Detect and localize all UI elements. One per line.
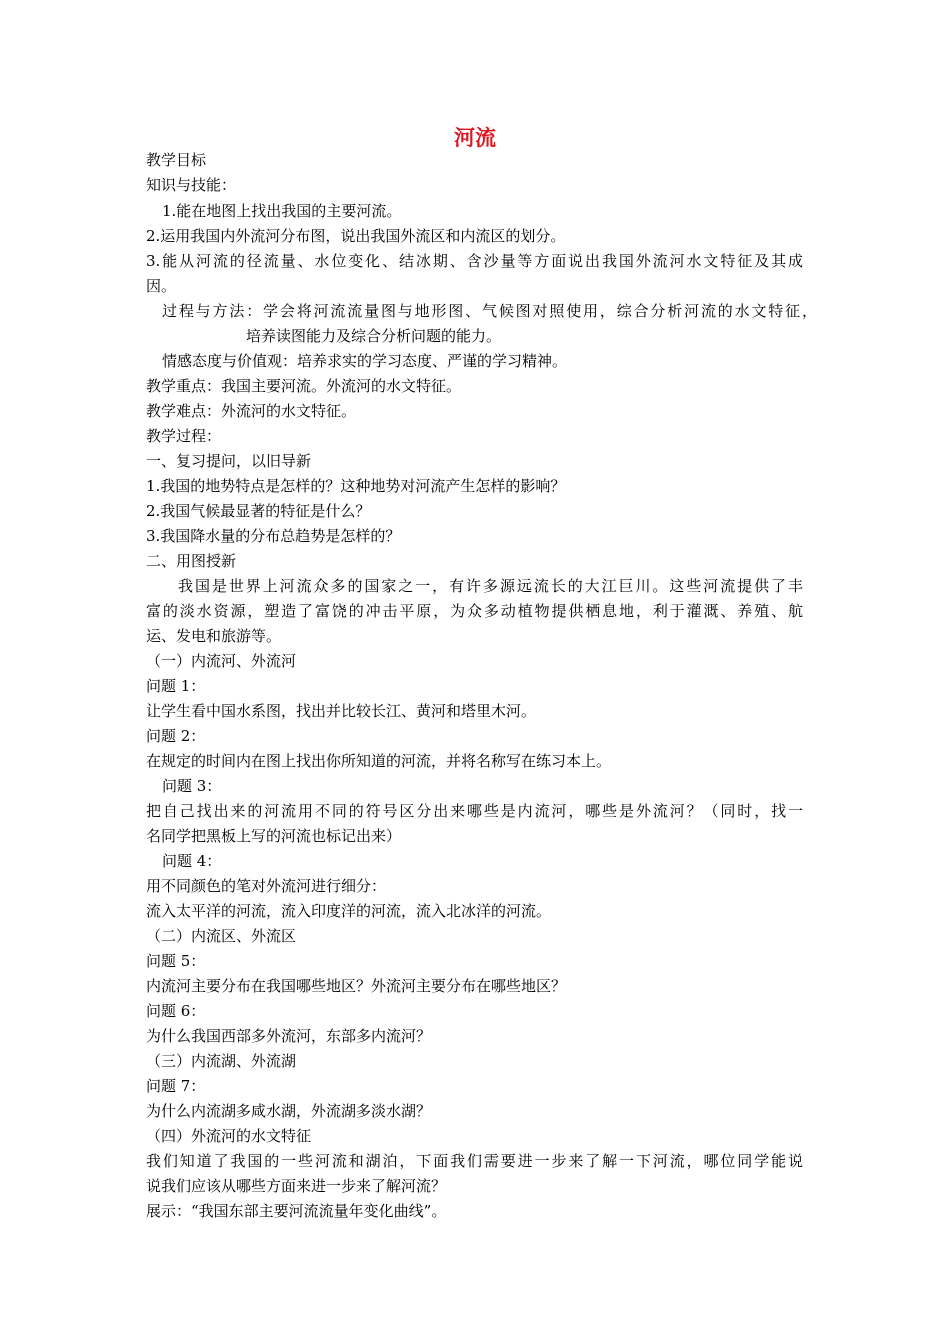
problem-5-text: 内流河主要分布在我国哪些地区？外流河主要分布在哪些地区？	[146, 977, 567, 995]
objective-3-line1: 3.能从河流的径流量、水位变化、结冰期、含沙量等方面说出我国外流河水文特征及其成	[146, 252, 803, 270]
problem-2-text: 在规定的时间内在图上找出你所知道的河流，并将名称写在练习本上。	[146, 752, 612, 770]
problem-5-label: 问题 5：	[146, 952, 206, 970]
difficulty: 教学难点：外流河的水文特征。	[146, 402, 357, 420]
problem-4-label: 问题 4：	[162, 852, 222, 870]
intro-line2: 富的淡水资源，塑造了富饶的冲击平原，为众多动植物提供栖息地，利于灌溉、养殖、航	[146, 602, 803, 620]
process-line2: 培养读图能力及综合分析问题的能力。	[246, 327, 502, 345]
problem-1-label: 问题 1：	[146, 677, 206, 695]
show-line: 展示：“我国东部主要河流流量年变化曲线”。	[146, 1202, 447, 1220]
part-2-heading: 二、用图授新	[146, 552, 237, 570]
review-question-1: 1.我国的地势特点是怎样的？这种地势对河流产生怎样的影响？	[146, 477, 566, 495]
intro-line3: 运、发电和旅游等。	[146, 627, 282, 645]
problem-6-text: 为什么我国西部多外流河，东部多内流河？	[146, 1027, 432, 1045]
attitude: 情感态度与价值观：培养求实的学习态度、严谨的学习精神。	[162, 352, 568, 370]
heading-knowledge: 知识与技能：	[146, 176, 237, 194]
problem-4-text: 用不同颜色的笔对外流河进行细分：	[146, 877, 387, 895]
section-1-heading: （一）内流河、外流河	[146, 652, 297, 670]
heading-objectives: 教学目标	[146, 151, 207, 169]
page-title: 河流	[454, 126, 496, 150]
objective-3-line2: 因。	[146, 277, 177, 295]
problem-3-label: 问题 3：	[162, 777, 222, 795]
final-line1: 我们知道了我国的一些河流和湖泊，下面我们需要进一步来了解一下河流，哪位同学能说	[146, 1152, 803, 1170]
review-question-2: 2.我国气候最显著的特征是什么？	[146, 502, 371, 520]
problem-4-text-2: 流入太平洋的河流，流入印度洋的河流，流入北冰洋的河流。	[146, 902, 552, 920]
section-2-heading: （二）内流区、外流区	[146, 927, 297, 945]
process-line1: 过程与方法：学会将河流流量图与地形图、气候图对照使用，综合分析河流的水文特征，	[162, 302, 817, 320]
intro-line1: 我国是世界上河流众多的国家之一，有许多源远流长的大江巨川。这些河流提供了丰	[178, 577, 803, 595]
section-4-heading: （四）外流河的水文特征	[146, 1127, 312, 1145]
problem-1-text: 让学生看中国水系图，找出并比较长江、黄河和塔里木河。	[146, 702, 537, 720]
problem-3-text-line1: 把自己找出来的河流用不同的符号区分出来哪些是内流河，哪些是外流河？（同时，找一	[146, 802, 803, 820]
problem-2-label: 问题 2：	[146, 727, 206, 745]
part-1-heading: 一、复习提问，以旧导新	[146, 452, 312, 470]
key-point: 教学重点：我国主要河流。外流河的水文特征。	[146, 377, 462, 395]
section-3-heading: （三）内流湖、外流湖	[146, 1052, 297, 1070]
problem-7-text: 为什么内流湖多咸水湖，外流湖多淡水湖？	[146, 1102, 432, 1120]
heading-procedure: 教学过程：	[146, 427, 222, 445]
problem-3-text-line2: 名同学把黑板上写的河流也标记出来）	[146, 827, 402, 845]
review-question-3: 3.我国降水量的分布总趋势是怎样的？	[146, 527, 401, 545]
problem-6-label: 问题 6：	[146, 1002, 206, 1020]
problem-7-label: 问题 7：	[146, 1077, 206, 1095]
objective-2: 2.运用我国内外流河分布图，说出我国外流区和内流区的划分。	[146, 227, 566, 245]
objective-1: 1.能在地图上找出我国的主要河流。	[162, 202, 402, 220]
final-line2: 说我们应该从哪些方面来进一步来了解河流？	[146, 1177, 447, 1195]
